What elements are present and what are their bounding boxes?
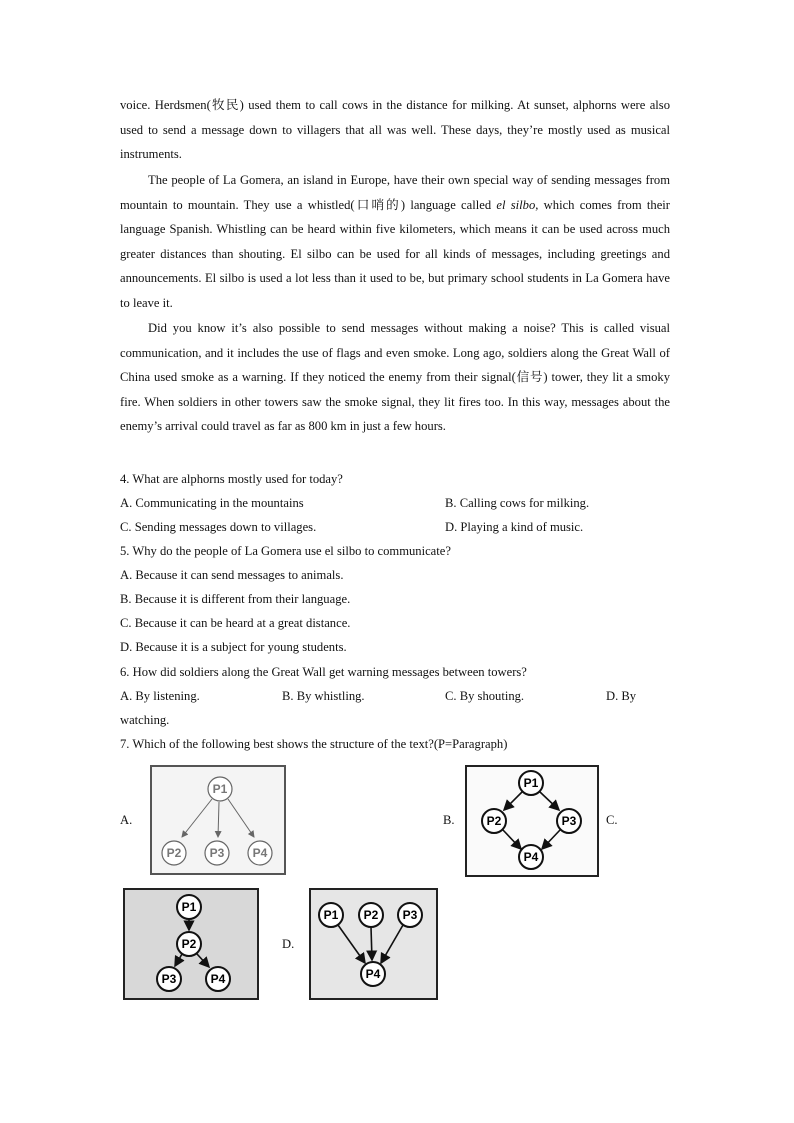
question-6-option-b[interactable]: B. By whistling. [282,689,365,703]
question-5-option-b[interactable]: B. Because it is different from their language. [120,592,351,606]
paragraph-2-text-a: The people of La Gomera, an island in Europe, have their own special way of sending messages from mountain to mountain. They use a whistled(口哨的) language called [120,173,670,212]
question-4-option-d[interactable]: D. Playing a kind of music. [445,520,584,534]
question-7-stem: 7. Which of the following best shows the structure of the text?(P=Paragraph) [120,737,508,751]
question-5-option-a[interactable]: A. Because it can send messages to animals. [120,568,344,582]
question-5-option-d[interactable]: D. Because it is a subject for young students. [120,640,347,654]
edge-c-p2-p4 [197,954,209,967]
question-6-option-d[interactable]: D. By [606,689,637,703]
edge-d-p3-p4 [381,925,403,963]
diagram-c-svg [125,890,257,998]
diagram-d-svg [311,890,436,998]
el-silbo-term: el silbo [496,197,536,212]
question-5-option-c[interactable]: C. Because it can be heard at a great distance. [120,616,351,630]
passage-paragraph-1: voice. Herdsmen(牧民) used them to call cows in the distance for milking. At sunset, alphorns were also used to send a message down to villagers that all was well. These days, they’re mostly used as musical instruments. [120,98,670,162]
edge-a-p1-p2 [182,799,212,837]
node-c-p3-label: P3 [161,972,177,986]
diagram-option-a[interactable] [150,765,286,875]
edge-c-p2-p3 [175,954,182,966]
node-c-p4-label: P4 [210,972,226,986]
diagram-b-svg [467,767,597,875]
node-b-p1-label: P1 [523,776,539,790]
edge-d-p2-p4 [371,927,372,960]
question-7-option-a[interactable]: A. [120,813,133,827]
edge-b-p3-p4 [542,830,560,849]
node-c-p2-label: P2 [181,937,197,951]
node-a-p4-label: P4 [252,846,268,860]
node-b-p3-label: P3 [561,814,577,828]
question-5-stem: 5. Why do the people of La Gomera use el silbo to communicate? [120,544,451,558]
edge-b-p2-p4 [503,830,521,849]
question-4-option-b[interactable]: B. Calling cows for milking. [445,496,590,510]
diagram-option-d[interactable] [309,888,438,1000]
question-6-option-a[interactable]: A. By listening. [120,689,200,703]
question-6-stem: 6. How did soldiers along the Great Wall get warning messages between towers? [120,665,527,679]
node-a-p2-label: P2 [166,846,182,860]
question-4-option-c[interactable]: C. Sending messages down to villages. [120,520,317,534]
question-7-option-d[interactable]: D. [282,937,295,951]
question-7-option-c[interactable]: C. [606,813,618,827]
node-a-p1-label: P1 [212,782,228,796]
edge-a-p1-p4 [228,799,254,837]
node-d-p2-label: P2 [363,908,379,922]
node-d-p3-label: P3 [402,908,418,922]
node-d-p4-label: P4 [365,967,381,981]
diagram-option-c[interactable] [123,888,259,1000]
paragraph-2-text-b: , which comes from their language Spanish. Whistling can be heard within five kilometers, which means it can be used across much greater distances than shouting. El silbo can be used for all kinds of messages, including greetings and announcements. El silbo is used a lot less than it used to be, but primary school students in La Gomera have to leave it. [120,197,671,310]
edge-b-p1-p3 [540,792,559,810]
edge-a-p1-p3 [218,802,219,837]
diagram-option-b[interactable] [465,765,599,877]
question-4-option-a[interactable]: A. Communicating in the mountains [120,496,304,510]
node-b-p4-label: P4 [523,850,539,864]
passage-paragraph-3: Did you know it’s also possible to send messages without making a noise? This is called visual communication, and it includes the use of flags and even smoke. Long ago, soldiers along the Great Wall of China used smoke as a warning. If they noticed the enemy from their signal(信号) tower, they lit a smoky fire. When soldiers in other towers saw the smoke signal, they lit fires too. In this way, messages about the enemy’s arrival could travel as far as 800 km in just a few hours. [120,321,670,434]
edge-b-p1-p2 [504,792,522,810]
question-4-stem: 4. What are alphorns mostly used for today? [120,472,343,486]
node-b-p2-label: P2 [486,814,502,828]
passage-paragraph-2 [120,168,670,316]
edge-d-p1-p4 [338,925,365,963]
question-7-option-b[interactable]: B. [443,813,455,827]
node-d-p1-label: P1 [323,908,339,922]
diagram-a-svg [152,767,284,873]
node-c-p1-label: P1 [181,900,197,914]
question-6-option-d-continued: watching. [120,713,170,727]
node-a-p3-label: P3 [209,846,225,860]
question-6-option-c[interactable]: C. By shouting. [445,689,525,703]
